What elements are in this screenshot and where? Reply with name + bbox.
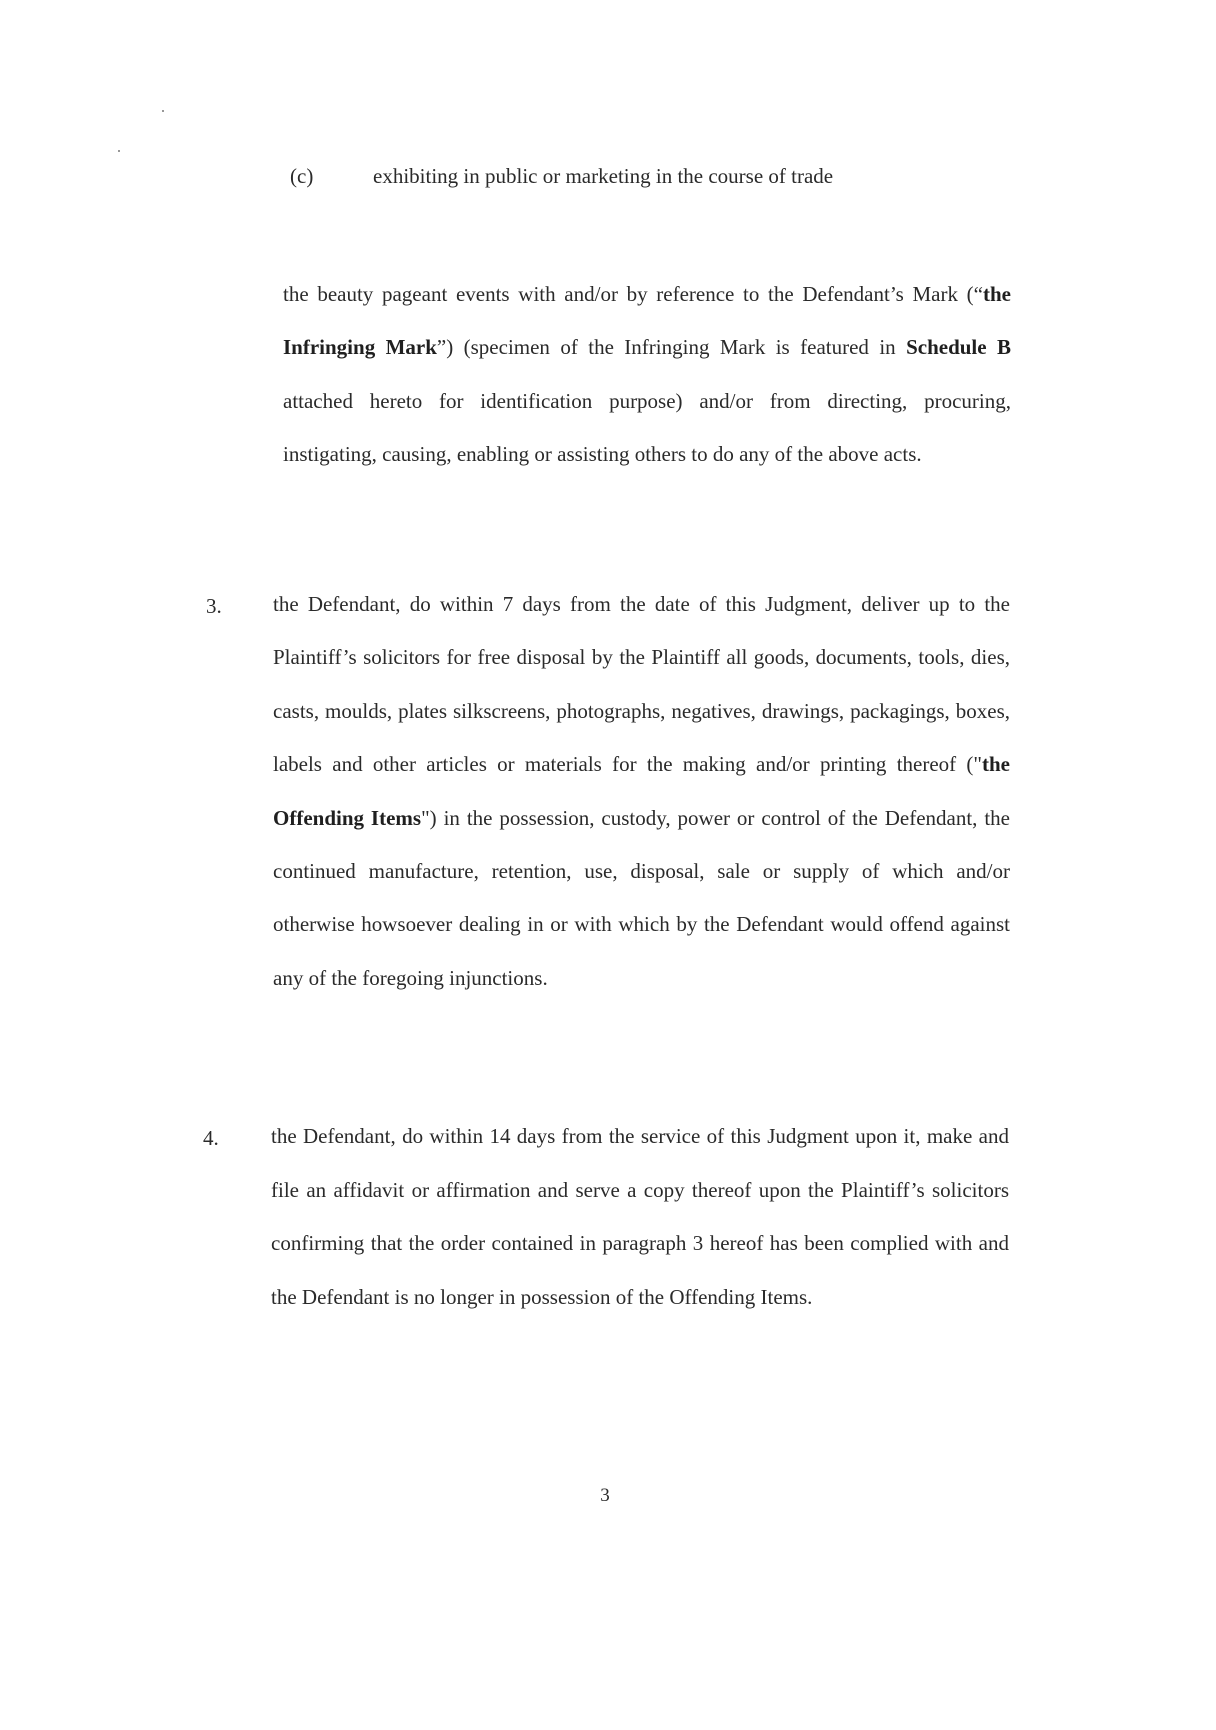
continuation-text-3: attached hereto for identification purpose) and/or from directing, procuring, instigating, causing, enabling or assisting others to do any of the above acts.	[283, 388, 1011, 466]
paragraph-3-text-2: ") in the possession, custody, power or control of the Defendant, the continued manufacture, retention, use, disposal, sale or supply of which and/or otherwise howsoever dealing in or with which by the Defendant would offend against any of the foregoing injunctions.	[273, 805, 1010, 990]
page-number: 3	[600, 1485, 610, 1506]
scan-speck	[118, 150, 120, 152]
scan-speck	[162, 110, 164, 112]
paragraph-4-text: the Defendant, do within 14 days from the service of this Judgment upon it, make and file an affidavit or affirmation and serve a copy thereof upon the Plaintiff’s solicitors confirming that the order contained in paragraph 3 hereof has been complied with and the Defendant is no longer in possession of the Offending Items.	[271, 1124, 1009, 1309]
paragraph-3-text-1: the Defendant, do within 7 days from the date of this Judgment, deliver up to the Plaintiff’s solicitors for free disposal by the Plaintiff all goods, documents, tools, dies, casts, moulds, plates silkscreens, photographs, negatives, drawings, packagings, boxes, labels and other articles or materials for the making and/or printing thereof ("	[273, 592, 1010, 777]
continuation-paragraph	[283, 268, 1011, 481]
defined-term-infringing-mark: the Infringing Mark	[283, 282, 1011, 360]
defined-term-offending-items: the Offending Items	[273, 752, 1010, 830]
sub-item-c	[290, 162, 833, 190]
schedule-reference: Schedule B	[906, 335, 1011, 360]
paragraph-3	[273, 578, 1010, 1005]
paragraph-4	[271, 1110, 1009, 1324]
continuation-text-1: the beauty pageant events with and/or by reference to the Defendant’s Mark (“	[283, 282, 983, 306]
paragraph-3-number: 3.	[206, 594, 222, 618]
sub-item-text: exhibiting in public or marketing in the course of trade	[373, 164, 834, 188]
continuation-text-2: ”) (specimen of the Infringing Mark is featured in	[436, 335, 907, 360]
sub-item-label: (c)	[290, 164, 314, 188]
paragraph-4-number: 4.	[203, 1126, 219, 1150]
